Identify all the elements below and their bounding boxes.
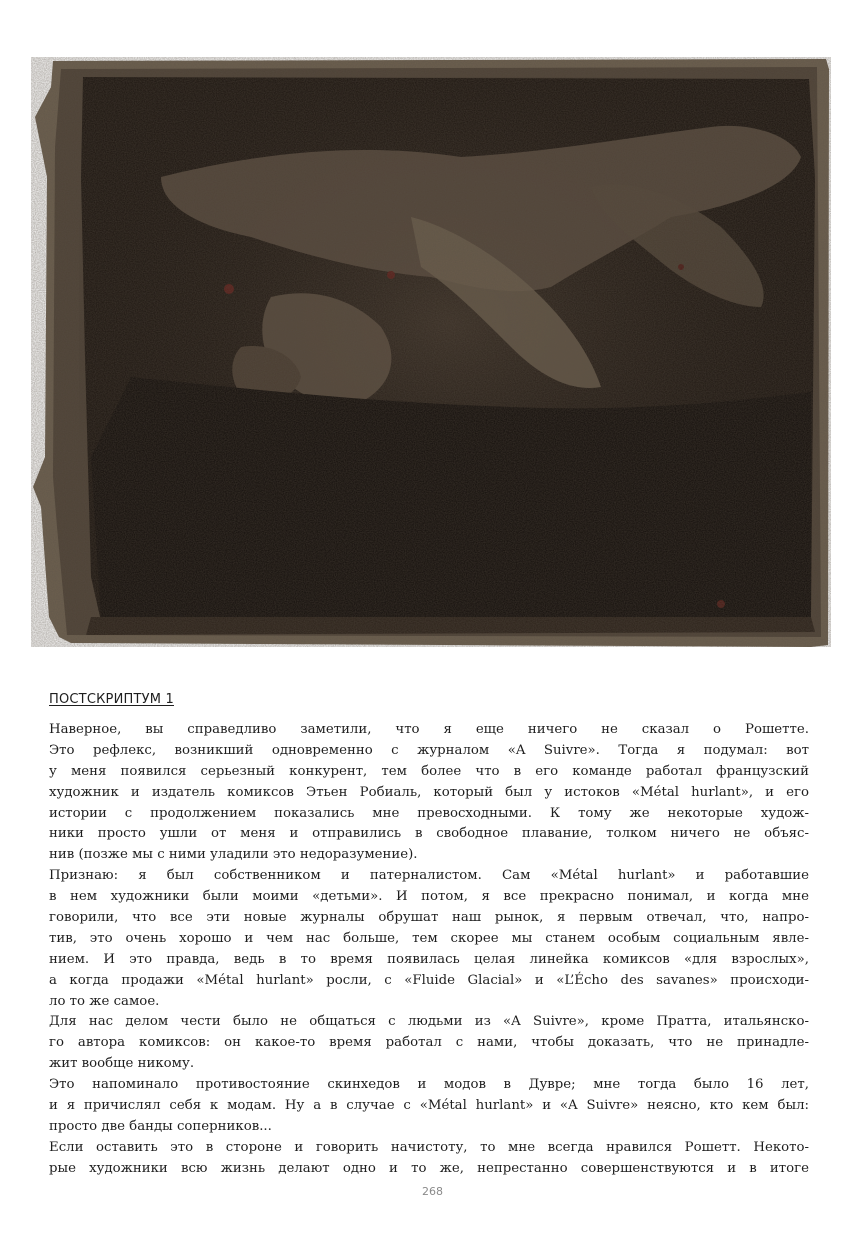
text-line: рые художники всю жизнь делают одно и то же, непрестанно совершенствуются и в итоге	[49, 1160, 809, 1176]
text-line: го автора комиксов: он какое-то время работал с нами, чтобы доказать, что не принадле-	[49, 1035, 809, 1051]
text-line: Это напоминало противостояние скинхедов и модов в Дувре; мне тогда было 16 лет,	[49, 1077, 809, 1093]
text-line: а когда продажи «Métal hurlant» росли, с «Fluide Glacial» и «L’Écho des savanes» происходи-	[49, 972, 809, 988]
page-number: 268	[422, 1185, 443, 1198]
text-line: Это рефлекс, возникший одновременно с журналом «A Suivre». Тогда я подумал: вот	[49, 742, 809, 758]
text-line: Для нас делом чести было не общаться с людьми из «A Suivre», кроме Пратта, итальянско-	[49, 1014, 809, 1030]
artwork-illustration	[31, 57, 831, 647]
text-line: Наверное, вы справедливо заметили, что я еще ничего не сказал о Рошетте.	[49, 722, 809, 737]
text-line: и я причислял себя к модам. Ну а в случае с «Métal hurlant» и «A Suivre» неясно, кто кем был:	[49, 1098, 809, 1114]
text-line: говорили, что все эти новые журналы обрушат наш рынок, я первым отвечал, что, напро-	[49, 910, 809, 926]
text-line: Признаю: я был собственником и патерналистом. Сам «Métal hurlant» и работавшие	[49, 868, 809, 884]
section-heading: ПОСТСКРИПТУМ 1	[49, 692, 174, 707]
text-line: просто две банды соперников...	[49, 1118, 272, 1134]
text-line: ники просто ушли от меня и отправились в свободное плавание, толком ничего не объяс-	[49, 826, 809, 842]
text-line: в нем художники были моими «детьми». И потом, я все прекрасно понимал, и когда мне	[49, 889, 809, 905]
text-line: истории с продолжением показались мне превосходными. К тому же некоторые худож-	[49, 805, 809, 821]
text-line: у меня появился серьезный конкурент, тем более что в его команде работал французский	[49, 763, 809, 779]
text-line: нием. И это правда, ведь в то время появилась целая линейка комиксов «для взрослых»,	[49, 951, 809, 967]
text-line: нив (позже мы с ними уладили это недоразумение).	[49, 847, 418, 863]
text-line: Если оставить это в стороне и говорить начистоту, то мне всегда нравился Рошетт. Некото-	[49, 1139, 809, 1155]
text-line: ло то же самое.	[49, 993, 160, 1009]
text-line: художник и издатель комиксов Этьен Робиаль, который был у истоков «Métal hurlant», и его	[49, 784, 809, 800]
text-line: тив, это очень хорошо и чем нас больше, тем скорее мы станем особым социальным явле-	[49, 930, 809, 946]
body-text	[49, 720, 809, 1180]
text-line: жит вообще никому.	[49, 1056, 195, 1072]
